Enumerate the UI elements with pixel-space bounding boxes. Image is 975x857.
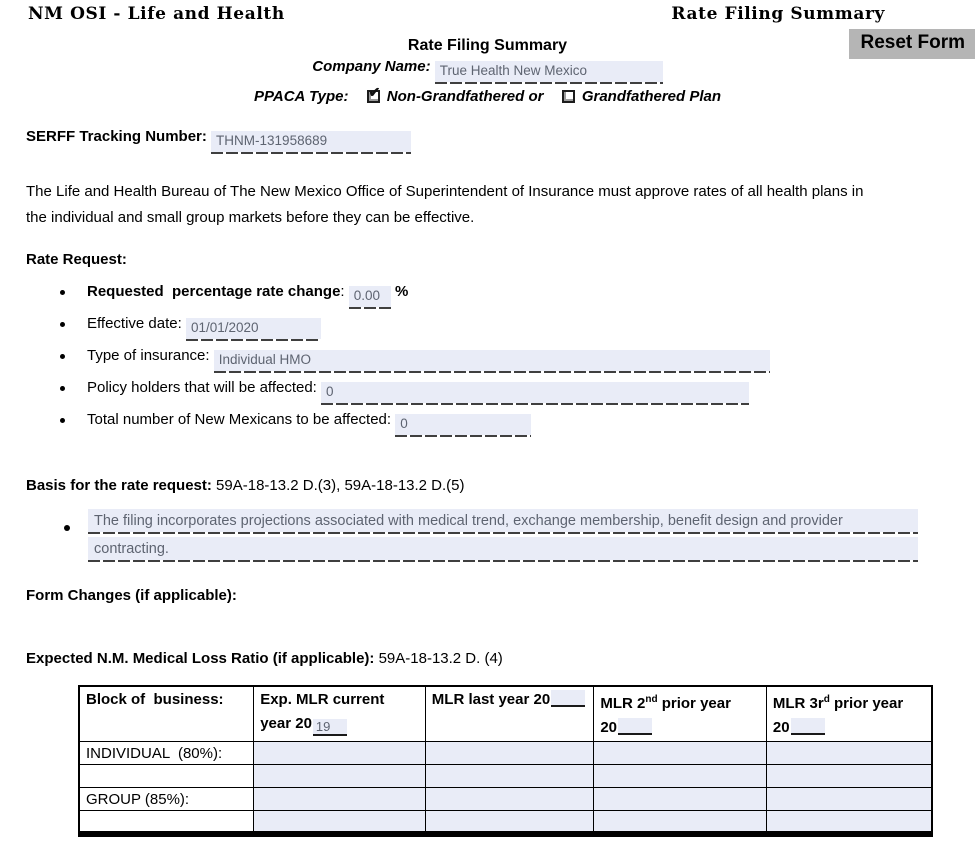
mlr-input-cell[interactable] xyxy=(254,742,426,765)
basis-text-line-1: The filing incorporates projections associated with medical trend, exchange membership, benefit design and provider xyxy=(88,509,918,532)
row-label-blank xyxy=(79,765,254,788)
non-grandfathered-checkbox-icon[interactable] xyxy=(367,84,381,103)
list-item-insurance-type xyxy=(87,347,975,371)
row-label-group: GROUP (85%): xyxy=(79,788,254,811)
mlr-input-cell[interactable] xyxy=(254,788,426,811)
expected-mlr-statute: 59A-18-13.2 D. (4) xyxy=(374,650,503,667)
rate-request-list xyxy=(0,283,975,435)
intro-paragraph: The Life and Health Bureau of The New Mexico Office of Superintendent of Insurance must approve rates of all health plans in the individual and small group markets before they can be effective. xyxy=(26,183,864,226)
basis-bullet-item xyxy=(88,509,949,560)
form-changes-heading: Form Changes (if applicable): xyxy=(26,587,237,604)
basis-label: Basis for the rate request: xyxy=(26,477,212,494)
insurance-type-field[interactable]: Individual HMO xyxy=(214,350,770,371)
basis-text-field[interactable] xyxy=(88,509,918,560)
mlr-last-year-field[interactable] xyxy=(551,690,585,707)
page-title: Rate Filing Summary xyxy=(407,37,568,54)
mlr-input-cell[interactable] xyxy=(254,811,426,834)
company-name-label: Company Name: xyxy=(312,58,431,75)
mlr-input-cell[interactable] xyxy=(594,742,767,765)
table-row-individual xyxy=(79,742,932,765)
total-affected-label: Total number of New Mexicans to be affected: xyxy=(87,411,392,428)
percent-sign: % xyxy=(394,283,409,300)
colon: : xyxy=(340,283,349,300)
list-item-total-affected xyxy=(87,411,975,435)
ppaca-type-label: PPACA Type: xyxy=(253,88,349,105)
insurance-type-label: Type of insurance: xyxy=(87,347,210,364)
col-header-mlr-3rd-prior-year: MLR $3r^d$ prior year 20 xyxy=(766,686,932,742)
basis-heading xyxy=(26,477,949,494)
effective-date-field[interactable]: 01/01/2020 xyxy=(186,318,321,339)
policy-holders-field[interactable]: 0 xyxy=(321,382,749,403)
mlr-input-cell[interactable] xyxy=(425,765,594,788)
list-item-rate-change xyxy=(87,283,975,307)
rate-change-label: Requested percentage rate change xyxy=(87,283,341,300)
mlr-input-cell[interactable] xyxy=(254,765,426,788)
table-row-blank-1 xyxy=(79,765,932,788)
policy-holders-label: Policy holders that will be affected: xyxy=(87,379,317,396)
header-left-title: NM OSI - Life and Health xyxy=(28,4,285,24)
mlr-3rd-prior-year-field[interactable] xyxy=(791,718,825,735)
grandfathered-label: Grandfathered Plan xyxy=(581,88,722,105)
col-header-mlr-last-year: MLR last year 20 xyxy=(425,686,594,742)
mlr-input-cell[interactable] xyxy=(766,811,932,834)
rate-change-field[interactable]: 0.00 xyxy=(349,286,391,307)
mlr-input-cell[interactable] xyxy=(425,811,594,834)
mlr-input-cell[interactable] xyxy=(594,765,767,788)
reset-form-button[interactable]: Reset Form xyxy=(849,29,975,59)
table-row-group xyxy=(79,788,932,811)
list-item-effective-date xyxy=(87,315,975,339)
basis-statutes: 59A-18-13.2 D.(3), 59A-18-13.2 D.(5) xyxy=(211,477,465,494)
expected-mlr-label: Expected N.M. Medical Loss Ratio (if applicable): xyxy=(26,650,375,667)
serff-tracking-number-field[interactable]: THNM-131958689 xyxy=(211,131,411,152)
table-row-blank-2 xyxy=(79,811,932,834)
mlr-input-cell[interactable] xyxy=(425,742,594,765)
table-header-row xyxy=(79,686,932,742)
mlr-input-cell[interactable] xyxy=(766,788,932,811)
mlr-input-cell[interactable] xyxy=(766,765,932,788)
mlr-input-cell[interactable] xyxy=(594,788,767,811)
company-name-field[interactable]: True Health New Mexico xyxy=(435,61,663,82)
grandfathered-checkbox-icon[interactable] xyxy=(562,90,575,103)
mlr-input-cell[interactable] xyxy=(766,742,932,765)
checkmark-icon: ✔ xyxy=(368,84,381,100)
serff-row xyxy=(26,128,975,152)
company-name-row xyxy=(0,58,975,82)
expected-mlr-heading xyxy=(26,650,949,667)
effective-date-label: Effective date: xyxy=(87,315,182,332)
mlr-input-cell[interactable] xyxy=(425,788,594,811)
col-header-mlr-2nd-prior-year: MLR 2nd prior year 20 xyxy=(594,686,767,742)
header-right-title: Rate Filing Summary xyxy=(671,4,885,24)
mlr-table xyxy=(78,685,933,837)
col-header-exp-mlr-current-year: Exp. MLR current year 20 19 xyxy=(254,686,426,742)
non-grandfathered-label: Non-Grandfathered or xyxy=(386,88,544,105)
basis-text-line-2: contracting. xyxy=(88,537,918,560)
row-label-individual: INDIVIDUAL (80%): xyxy=(79,742,254,765)
mlr-2nd-prior-year-field[interactable] xyxy=(618,718,652,735)
row-label-blank xyxy=(79,811,254,834)
mlr-current-year-field[interactable]: 19 xyxy=(313,719,347,736)
mlr-input-cell[interactable] xyxy=(594,811,767,834)
rate-request-heading: Rate Request: xyxy=(26,251,127,268)
document-header xyxy=(0,0,975,24)
list-item-policy-holders xyxy=(87,379,975,403)
serff-label: SERFF Tracking Number: xyxy=(26,128,207,145)
col-header-block-of-business: Block of business: xyxy=(79,686,254,742)
ppaca-type-row xyxy=(0,84,975,105)
total-affected-field[interactable]: 0 xyxy=(395,414,531,435)
